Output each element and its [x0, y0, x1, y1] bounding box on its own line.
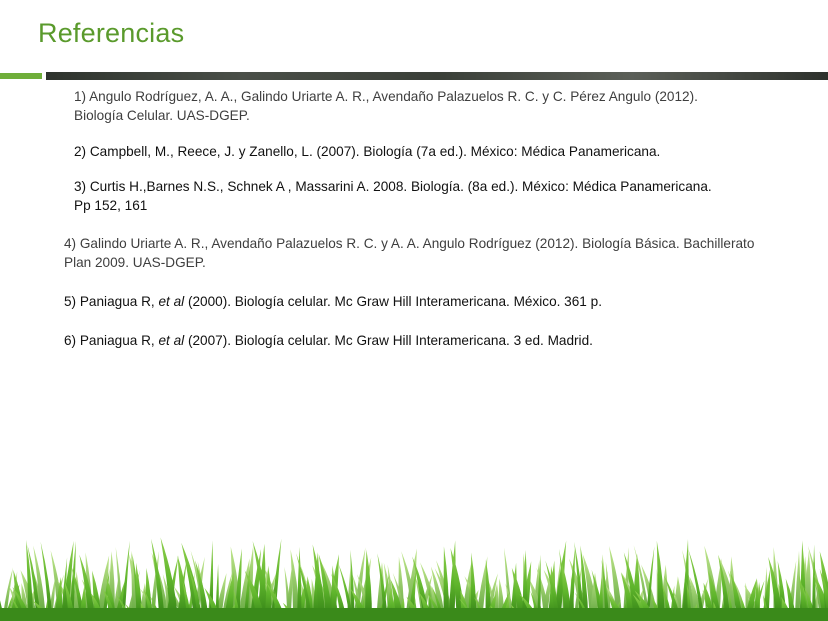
- reference-5-after: (2000). Biología celular. Mc Graw Hill Interamericana. México. 361 p.: [184, 294, 602, 309]
- reference-6-italic: et al: [158, 333, 185, 348]
- slide-title: Referencias: [38, 18, 185, 48]
- reference-5: [64, 292, 784, 311]
- reference-6-before: 6) Paniagua R,: [64, 333, 159, 348]
- reference-6-after: (2007). Biología celular. Mc Graw Hill Interamericana. 3 ed. Madrid.: [184, 333, 593, 348]
- reference-5-before: 5) Paniagua R,: [64, 294, 159, 309]
- reference-6: [64, 331, 784, 350]
- divider-bar: [46, 72, 828, 80]
- reference-5-italic: et al: [158, 294, 185, 309]
- accent-bar: [0, 73, 42, 79]
- reference-2: 2) Campbell, M., Reece, J. y Zanello, L. (2007). Biología (7a ed.). México: Médica Panamericana.: [74, 144, 661, 159]
- reference-3: 3) Curtis H.,Barnes N.S., Schnek A , Massarini A. 2008. Biología. (8a ed.). México: Médica Panamericana. Pp 152, 161: [74, 179, 712, 213]
- reference-1: 1) Angulo Rodríguez, A. A., Galindo Uriarte A. R., Avendaño Palazuelos R. C. y C. Pérez Angulo (2012). Biología Celular. UAS-DGEP.: [74, 89, 698, 123]
- grass-blade: [795, 551, 800, 615]
- grass-decoration: [0, 520, 828, 621]
- reference-4: 4) Galindo Uriarte A. R., Avendaño Palazuelos R. C. y A. A. Angulo Rodríguez (2012). Biología Básica. Bachillerato Plan 2009. UAS-DGEP.: [64, 236, 755, 270]
